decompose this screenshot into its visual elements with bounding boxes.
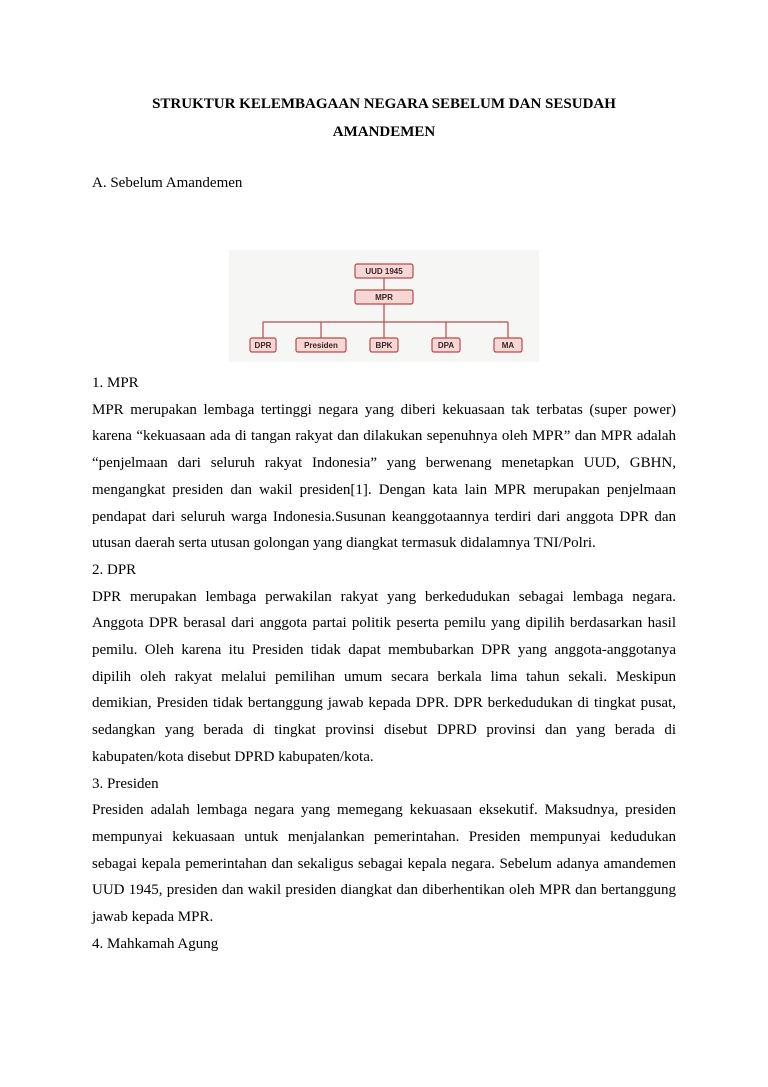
title-line-2: AMANDEMEN — [332, 124, 436, 140]
section-body-mpr: MPR merupakan lembaga tertinggi negara yang diberi kekuasaan tak terbatas (super power) karena “kekuasaan ada di tangan rakyat dan dilakukan sepenuhnya oleh MPR” dan MPR adalah “penjelmaan dari seluruh rakyat Indonesia” yang berwenang menetapkan UUD, GBHN, mengangkat presiden dan wakil presiden[1]. Dengan kata lain MPR merupakan penjelmaan pendapat dari seluruh warga Indonesia.Susunan keanggotaannya terdiri dari anggota DPR dan utusan daerah serta utusan golongan yang diangkat termasuk didalamnya TNI/Polri. — [92, 401, 676, 552]
title-line-1: STRUKTUR KELEMBAGAAN NEGARA SEBELUM DAN SESUDAH — [152, 96, 616, 112]
org-root-label: UUD 1945 — [365, 267, 403, 276]
org-second-label: MPR — [375, 293, 393, 302]
document-title — [92, 90, 676, 146]
org-bpk-label: BPK — [375, 341, 393, 350]
section-heading-dpr: 2. DPR — [92, 561, 137, 578]
section-heading-presiden: 3. Presiden — [92, 775, 159, 792]
org-dpa-label: DPA — [437, 341, 455, 350]
org-presiden-label: Presiden — [304, 341, 338, 350]
section-heading-mahkamah-agung: 4. Mahkamah Agung — [92, 935, 219, 952]
org-dpr-label: DPR — [254, 341, 272, 350]
section-a-heading: A. Sebelum Amandemen — [92, 175, 243, 191]
org-chart — [229, 250, 539, 362]
section-body-dpr: DPR merupakan lembaga perwakilan rakyat yang berkedudukan sebagai lembaga negara. Anggota DPR berasal dari anggota partai politik peserta pemilu yang dipilih berdasarkan hasil pemilu. Oleh karena itu Presiden tidak dapat membubarkan DPR yang anggota-anggotanya dipilih oleh rakyat melalui pemilihan umum secara berkala lima tahun sekali. Meskipun demikian, Presiden tidak bertanggung jawab kepada DPR. DPR berkedudukan di tingkat pusat, sedangkan yang berada di tingkat provinsi disebut DPRD provinsi dan yang berada di kabupaten/kota disebut DPRD kabupaten/kota. — [92, 588, 676, 765]
content-body — [92, 370, 676, 957]
org-chart-svg — [229, 250, 539, 362]
org-ma-label: MA — [501, 341, 515, 350]
section-heading-mpr: 1. MPR — [92, 375, 139, 391]
section-body-presiden: Presiden adalah lembaga negara yang memegang kekuasaan eksekutif. Maksudnya, presiden mempunyai kekuasaan untuk menjalankan pemerintahan. Presiden mempunyai kedudukan sebagai kepala pemerintahan dan sekaligus sebagai kepala negara. Sebelum adanya amandemen UUD 1945, presiden dan wakil presiden diangkat dan diberhentikan oleh MPR dan bertanggung jawab kepada MPR. — [92, 802, 676, 926]
